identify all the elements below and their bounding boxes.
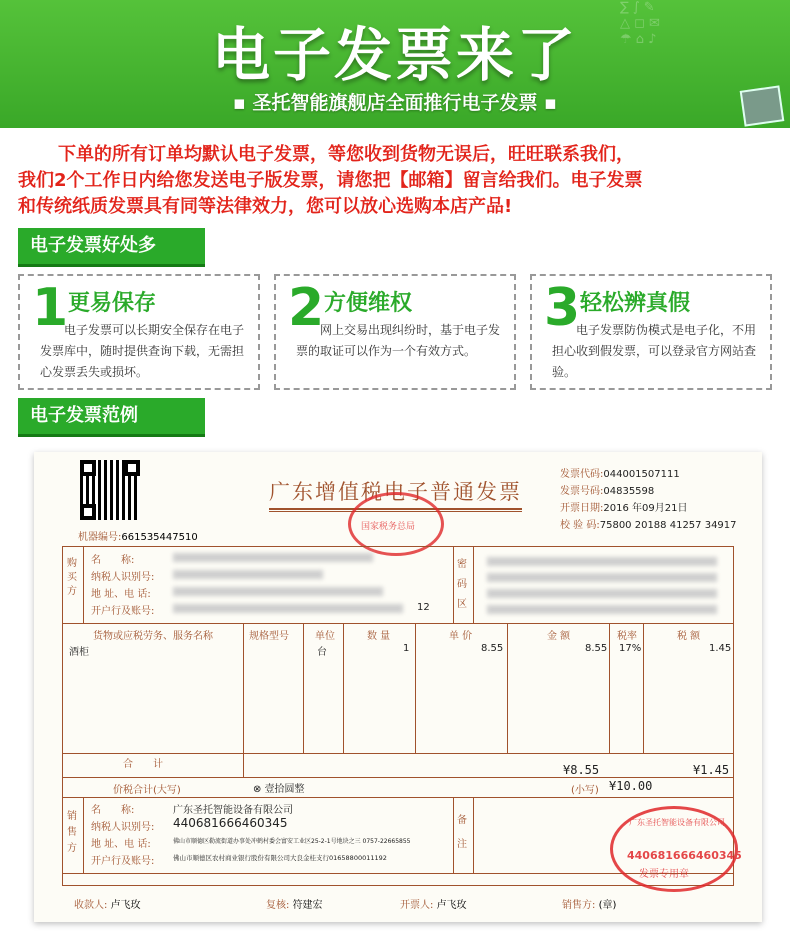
benefit-card xyxy=(530,274,772,390)
sum-upper: ⊗ 壹拾圆整 xyxy=(253,784,305,795)
item-price: 8.55 xyxy=(481,643,504,654)
sum-lower-label: (小写) xyxy=(571,785,599,796)
seller-label: 名 称: xyxy=(91,805,135,816)
seller-address: 佛山市顺德区勒流街道办事处冲鹤村委会富安工业区25-2-1号地块之三 0757-22665855 xyxy=(173,838,411,845)
benefit-card xyxy=(18,274,260,390)
benefits-tag: 电子发票好处多 xyxy=(18,228,205,267)
seller-bank: 佛山市顺德区农村商业银行股份有限公司大良金桂支行01658800011192 xyxy=(173,854,387,862)
top-banner xyxy=(0,0,790,128)
intro-line: 和传统纸质发票具有同等法律效力，您可以放心选购本店产品! xyxy=(18,196,513,217)
benefit-title: 轻松辨真假 xyxy=(580,291,691,316)
buyer-label: 地 址、电 话: xyxy=(91,589,151,600)
intro-line: 下单的所有订单均默认电子发票，等您收到货物无误后，旺旺联系我们， xyxy=(58,144,634,165)
benefit-number: 2 xyxy=(288,278,325,338)
col-header: 单 价 xyxy=(449,631,473,642)
seller-label: 地 址、电 话: xyxy=(91,839,151,850)
cipher-label: 密码区 xyxy=(457,559,467,610)
item-amount: 8.55 xyxy=(585,643,608,654)
intro-line: 我们2个工作日内给您发送电子版发票，请您把【邮箱】留言给我们。电子发票 xyxy=(18,170,643,191)
buyer-label: 开户行及账号: xyxy=(91,606,155,617)
total-tax: ¥1.45 xyxy=(693,763,730,777)
benefit-text: 网上交易出现纠纷时，基于电子发票的取证可以作为一个有效方式。 xyxy=(296,323,501,358)
machine-number: 机器编号:661535447510 xyxy=(78,532,198,543)
item-tax: 1.45 xyxy=(709,643,732,654)
seller-taxid: 440681666460345 xyxy=(173,816,288,830)
seller-label: 纳税人识别号: xyxy=(91,822,155,833)
intro-text xyxy=(18,142,778,220)
col-header: 货物或应税劳务、服务名称 xyxy=(93,631,213,642)
books-icon xyxy=(740,85,785,126)
tax-seal-stamp: 国家税务总局 xyxy=(348,492,444,556)
total-label: 合 计 xyxy=(123,759,163,770)
buyer-account-tail: 12 xyxy=(417,602,430,613)
total-amount: ¥8.55 xyxy=(563,763,600,777)
item-qty: 1 xyxy=(403,643,410,654)
banner-title: 电子发票来了 xyxy=(211,21,578,89)
col-header: 税率 xyxy=(617,631,637,642)
buyer-label: 纳税人识别号: xyxy=(91,572,155,583)
item-rate: 17% xyxy=(619,643,642,654)
footer-issuer: 开票人: 卢飞玫 xyxy=(400,900,467,911)
invoice-meta: 发票代码:044001507111 发票号码:04835598 开票日期:2016 年09月21日 校 验 码:75800 20188 41257 34917 xyxy=(560,469,737,531)
footer-reviewer: 复核: 符建宏 xyxy=(266,900,323,911)
seller-name: 广东圣托智能设备有限公司 xyxy=(173,805,293,816)
benefit-text: 电子发票可以长期安全保存在电子发票库中，随时提供查询下载，无需担心发票丢失或损坏。 xyxy=(40,323,245,379)
benefit-title: 方便维权 xyxy=(324,291,413,316)
seller-label: 开户行及账号: xyxy=(91,856,155,867)
chalk-decoration: ∑ ∫ ✎ △ ◻ ✉ ☂ ⌂ ♪ xyxy=(620,0,660,47)
seller-side-label: 销售方 xyxy=(67,811,77,854)
col-header: 税 额 xyxy=(677,631,701,642)
col-header: 单位 xyxy=(315,631,335,642)
company-seal-stamp: 广东圣托智能设备有限公司 440681666460345 发票专用章 xyxy=(610,806,738,892)
example-tag: 电子发票范例 xyxy=(18,398,205,437)
sum-label: 价税合计(大写) xyxy=(113,785,181,796)
item-name: 酒柜 xyxy=(69,647,89,658)
invoice-image xyxy=(34,452,762,922)
benefit-number: 1 xyxy=(32,278,69,338)
invoice-title: 广东增值税电子普通发票 xyxy=(269,476,522,506)
remark-label: 备注 xyxy=(457,815,467,850)
benefit-title: 更易保存 xyxy=(68,291,157,316)
col-header: 金 额 xyxy=(547,631,571,642)
benefit-card xyxy=(274,274,516,390)
benefit-number: 3 xyxy=(544,278,581,338)
footer-payee: 收款人: 卢飞玫 xyxy=(74,900,141,911)
benefit-text: 电子发票防伪模式是电子化，不用担心收到假发票，可以登录官方网站查验。 xyxy=(552,323,757,379)
banner-subtitle: ▪ 圣托智能旗舰店全面推行电子发票 ▪ xyxy=(233,92,557,114)
item-unit: 台 xyxy=(317,647,327,658)
sum-lower: ¥10.00 xyxy=(609,779,653,793)
col-header: 数 量 xyxy=(367,631,391,642)
col-header: 规格型号 xyxy=(249,631,289,642)
footer-seller: 销售方: (章) xyxy=(562,900,617,911)
qr-code-icon xyxy=(80,460,140,520)
buyer-side-label: 购买方 xyxy=(67,558,77,597)
buyer-label: 名 称: xyxy=(91,555,135,566)
